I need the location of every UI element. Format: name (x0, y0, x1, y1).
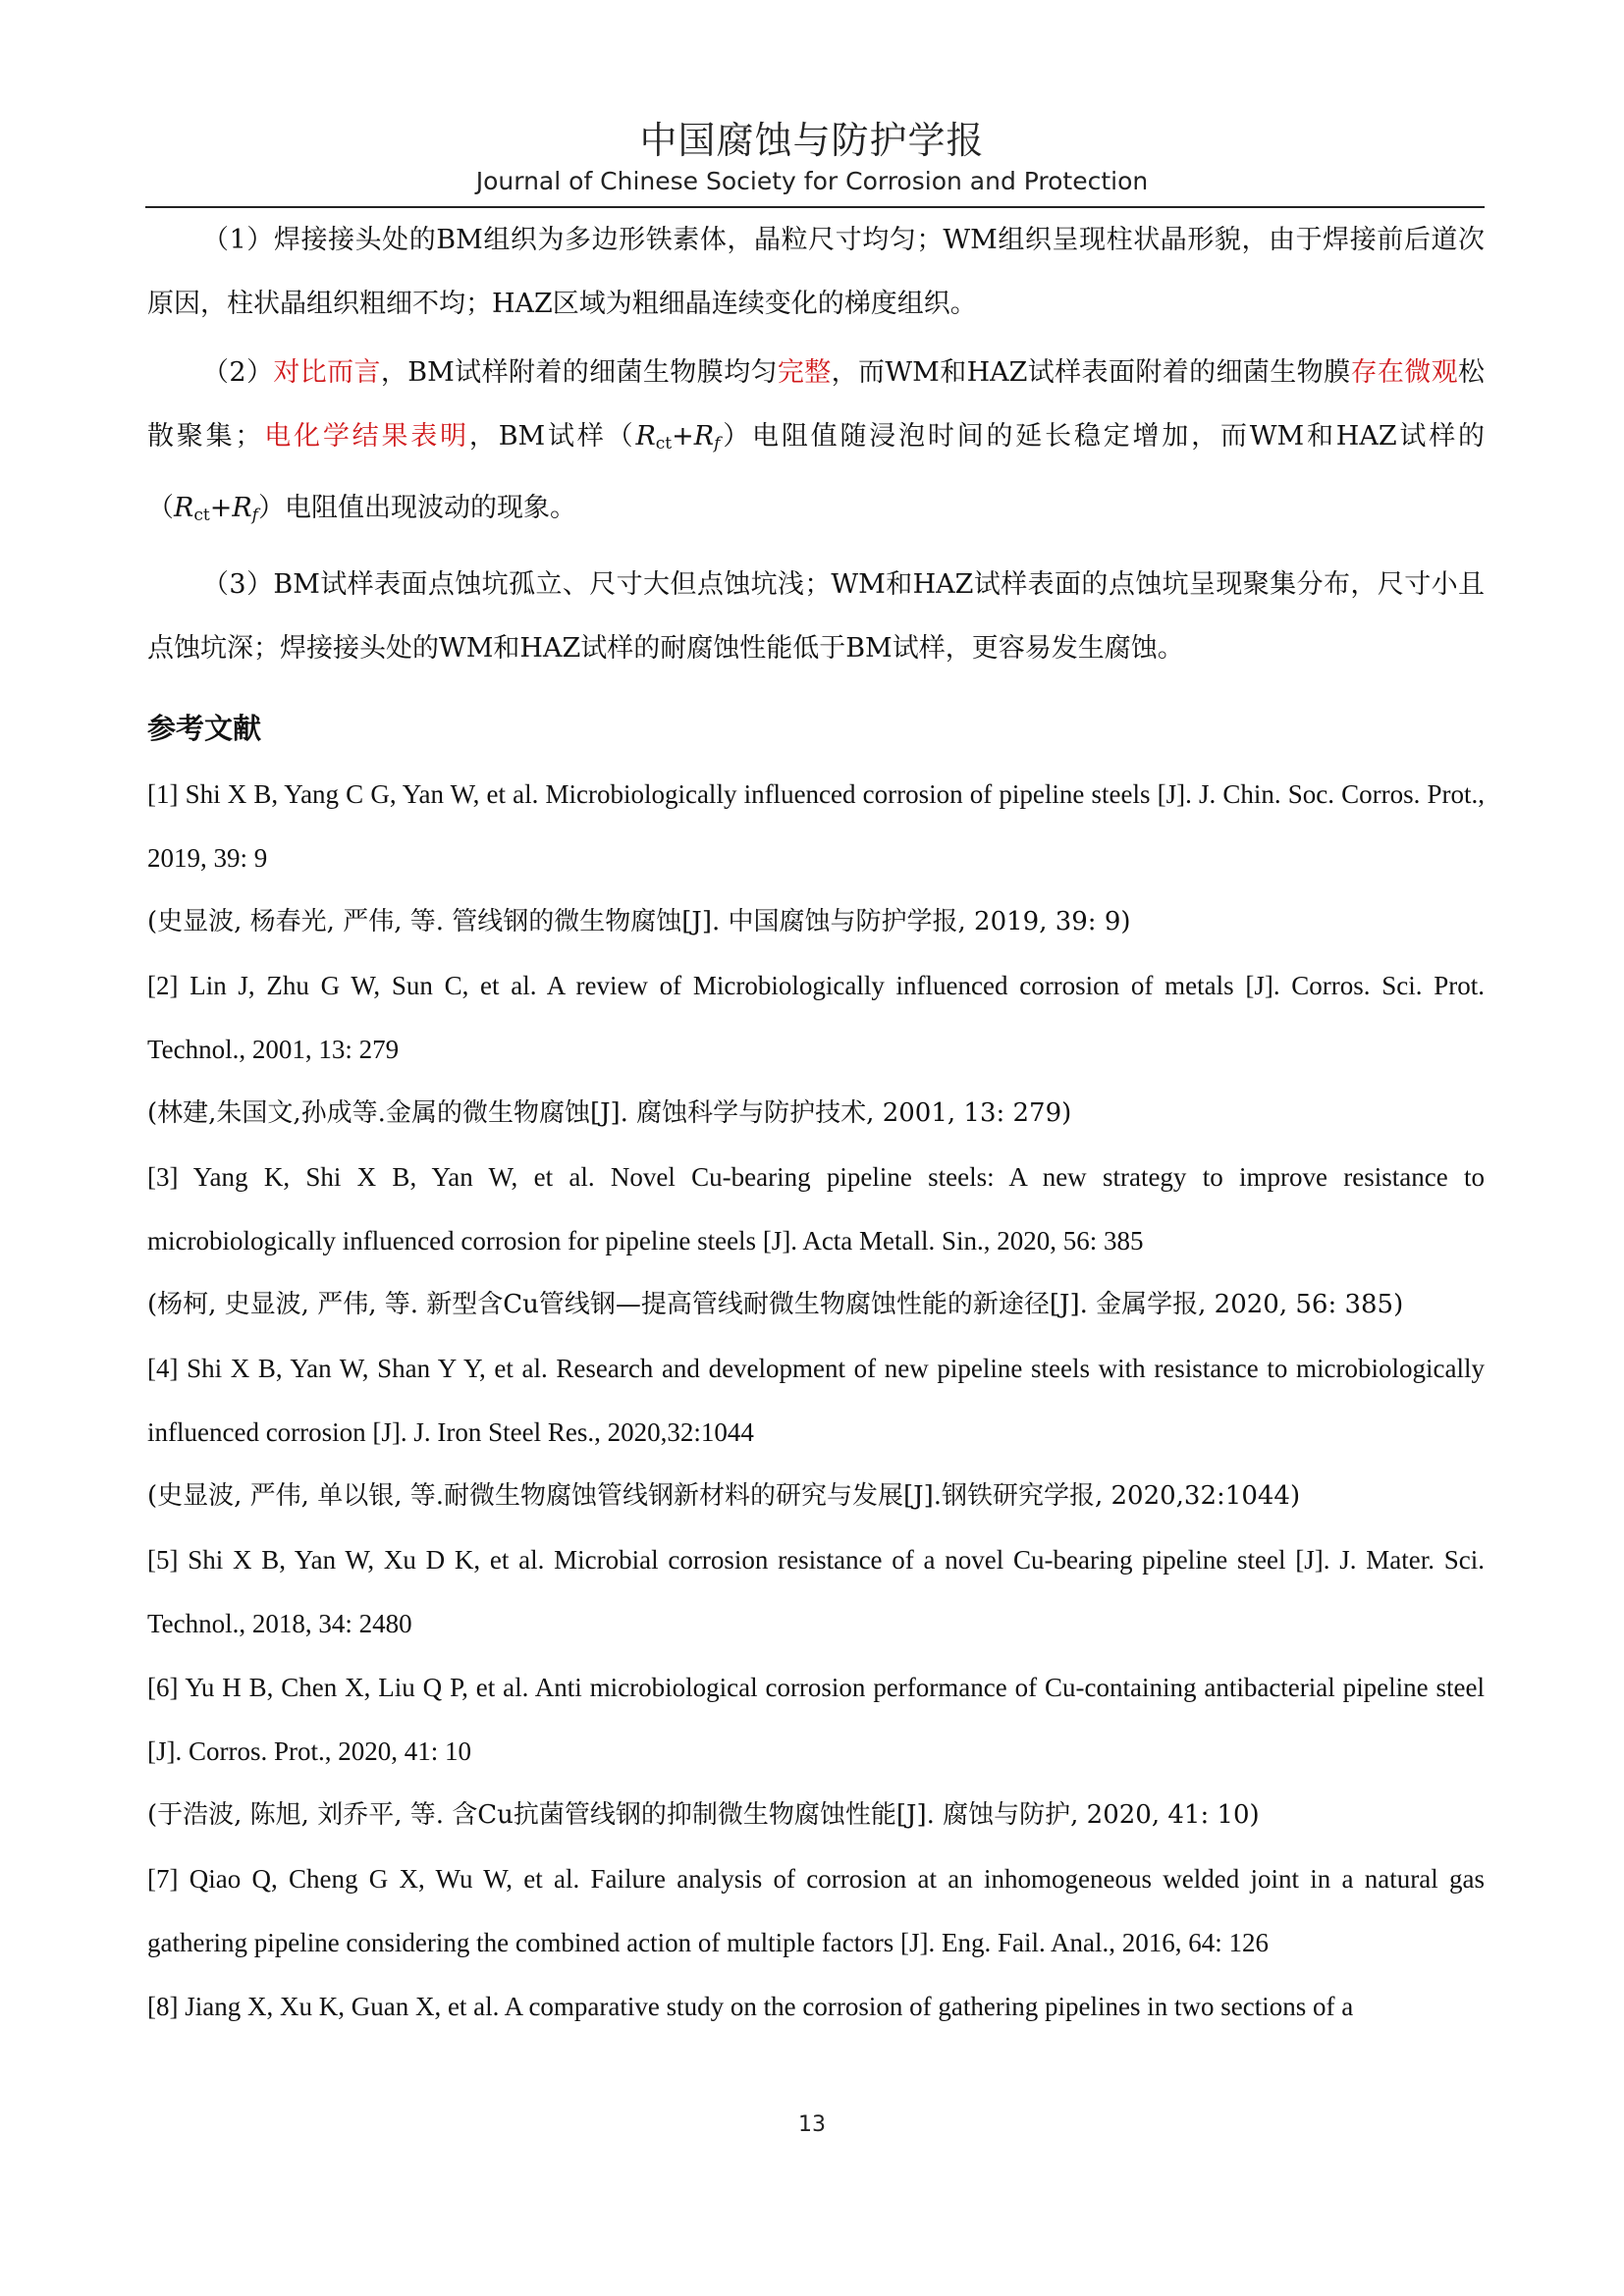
subscript-ct: ct (655, 434, 673, 454)
highlighted-text: 完整 (777, 357, 832, 388)
symbol-r: R (232, 493, 252, 523)
highlighted-text: 存在微观 (1350, 357, 1459, 388)
page-number: 13 (798, 2112, 826, 2137)
highlighted-text: 对比而言 (273, 357, 381, 388)
reference-item: [5] Shi X B, Yan W, Xu D K, et al. Microbial corrosion resistance of a novel Cu-bearing pipeline steel [J]. J. Mater. Sci. Technol., 2018, 34: 2480 (147, 1545, 1485, 1638)
reference-item: [1] Shi X B, Yang C G, Yan W, et al. Microbiologically influenced corrosion of pipeline steels [J]. J. Chin. Soc. Corros. Prot., 2019, 39: 9 (147, 779, 1485, 873)
conclusion-paragraph-1: （1）焊接接头处的BM组织为多边形铁素体，晶粒尺寸均匀；WM组织呈现柱状晶形貌，由于焊接前后道次原因，柱状晶组织粗细不均；HAZ区域为粗细晶连续变化的梯度组织。 (147, 225, 1485, 319)
symbol-r: R (693, 421, 715, 452)
references-heading: 参考文献 (147, 712, 262, 745)
journal-title-en: Journal of Chinese Society for Corrosion and Protection (475, 167, 1149, 195)
reference-item: [8] Jiang X, Xu K, Guan X, et al. A comparative study on the corrosion of gathering pipelines in two sections of a (147, 1992, 1354, 2021)
conclusion-paragraph-3: （3）BM试样表面点蚀坑孤立、尺寸大但点蚀坑浅；WM和HAZ试样表面的点蚀坑呈现聚集分布，尺寸小且点蚀坑深；焊接接头处的WM和HAZ试样的耐腐蚀性能低于BM试样，更容易发生腐蚀。 (147, 569, 1485, 664)
conclusion-2-text: ）电阻值随浸泡时间的延长稳定增加，而WM和HAZ试样的（ (147, 421, 1486, 523)
conclusion-2-text: ，BM试样附着的细菌生物膜均匀 (380, 357, 778, 388)
conclusion-2-text: ，BM试样（ (468, 421, 636, 452)
reference-item-cn: (于浩波, 陈旭, 刘乔平, 等. 含Cu抗菌管线钢的抑制微生物腐蚀性能[J]. 腐蚀与防护, 2020, 41: 10) (147, 1800, 1260, 1830)
reference-item: [6] Yu H B, Chen X, Liu Q P, et al. Anti microbiological corrosion performance of Cu-containing antibacterial pipeline steel [J]. Corros. Prot., 2020, 41: 10 (147, 1673, 1485, 1766)
highlighted-text: 电化学结果表明 (261, 421, 469, 452)
reference-item-cn: (史显波, 严伟, 单以银, 等.耐微生物腐蚀管线钢新材料的研究与发展[J].钢铁研究学报, 2020,32:1044) (147, 1481, 1301, 1511)
plus-sign: + (672, 421, 694, 452)
conclusion-2-text: ，而WM和HAZ试样表面附着的细菌生物膜 (831, 357, 1351, 388)
journal-title-cn: 中国腐蚀与防护学报 (639, 119, 985, 162)
symbol-r: R (635, 421, 656, 452)
conclusion-paragraph-2 (147, 341, 1485, 548)
subscript-f: f (714, 434, 721, 454)
conclusion-2-text: （2） (202, 357, 274, 388)
conclusion-2-text: ）电阻值出现波动的现象。 (257, 493, 576, 523)
symbol-r: R (174, 493, 194, 523)
main-content (147, 208, 1485, 2039)
reference-item: [3] Yang K, Shi X B, Yan W, et al. Novel Cu-bearing pipeline steels: A new strategy to improve resistance to microbiologically influenced corrosion for pipeline steels [J]. Acta Metall. Sin., 2020, 56: 385 (147, 1162, 1485, 1255)
subscript-f: f (251, 506, 258, 525)
conclusion-2-text: 松散聚集； (147, 357, 1486, 452)
reference-item: [7] Qiao Q, Cheng G X, Wu W, et al. Failure analysis of corrosion at an inhomogeneous welded joint in a natural gas gathering pipeline considering the combined action of multiple factors [J]. Eng. Fail. Anal., 2016, 64: 126 (147, 1864, 1485, 1957)
reference-item-cn: (林建,朱国文,孙成等.金属的微生物腐蚀[J]. 腐蚀科学与防护技术, 2001, 13: 279) (147, 1098, 1072, 1128)
reference-item: [4] Shi X B, Yan W, Shan Y Y, et al. Research and development of new pipeline steels with resistance to microbiologically influenced corrosion [J]. J. Iron Steel Res., 2020,32:1044 (147, 1354, 1485, 1447)
plus-sign: + (209, 493, 233, 523)
reference-item: [2] Lin J, Zhu G W, Sun C, et al. A review of Microbiologically influenced corrosion of metals [J]. Corros. Sci. Prot. Technol., 2001, 13: 279 (147, 971, 1485, 1064)
reference-item-cn: (史显波, 杨春光, 严伟, 等. 管线钢的微生物腐蚀[J]. 中国腐蚀与防护学报, 2019, 39: 9) (147, 907, 1131, 936)
reference-item-cn: (杨柯, 史显波, 严伟, 等. 新型含Cu管线钢—提高管线耐微生物腐蚀性能的新途径[J]. 金属学报, 2020, 56: 385) (147, 1290, 1404, 1319)
subscript-ct: ct (193, 506, 210, 525)
